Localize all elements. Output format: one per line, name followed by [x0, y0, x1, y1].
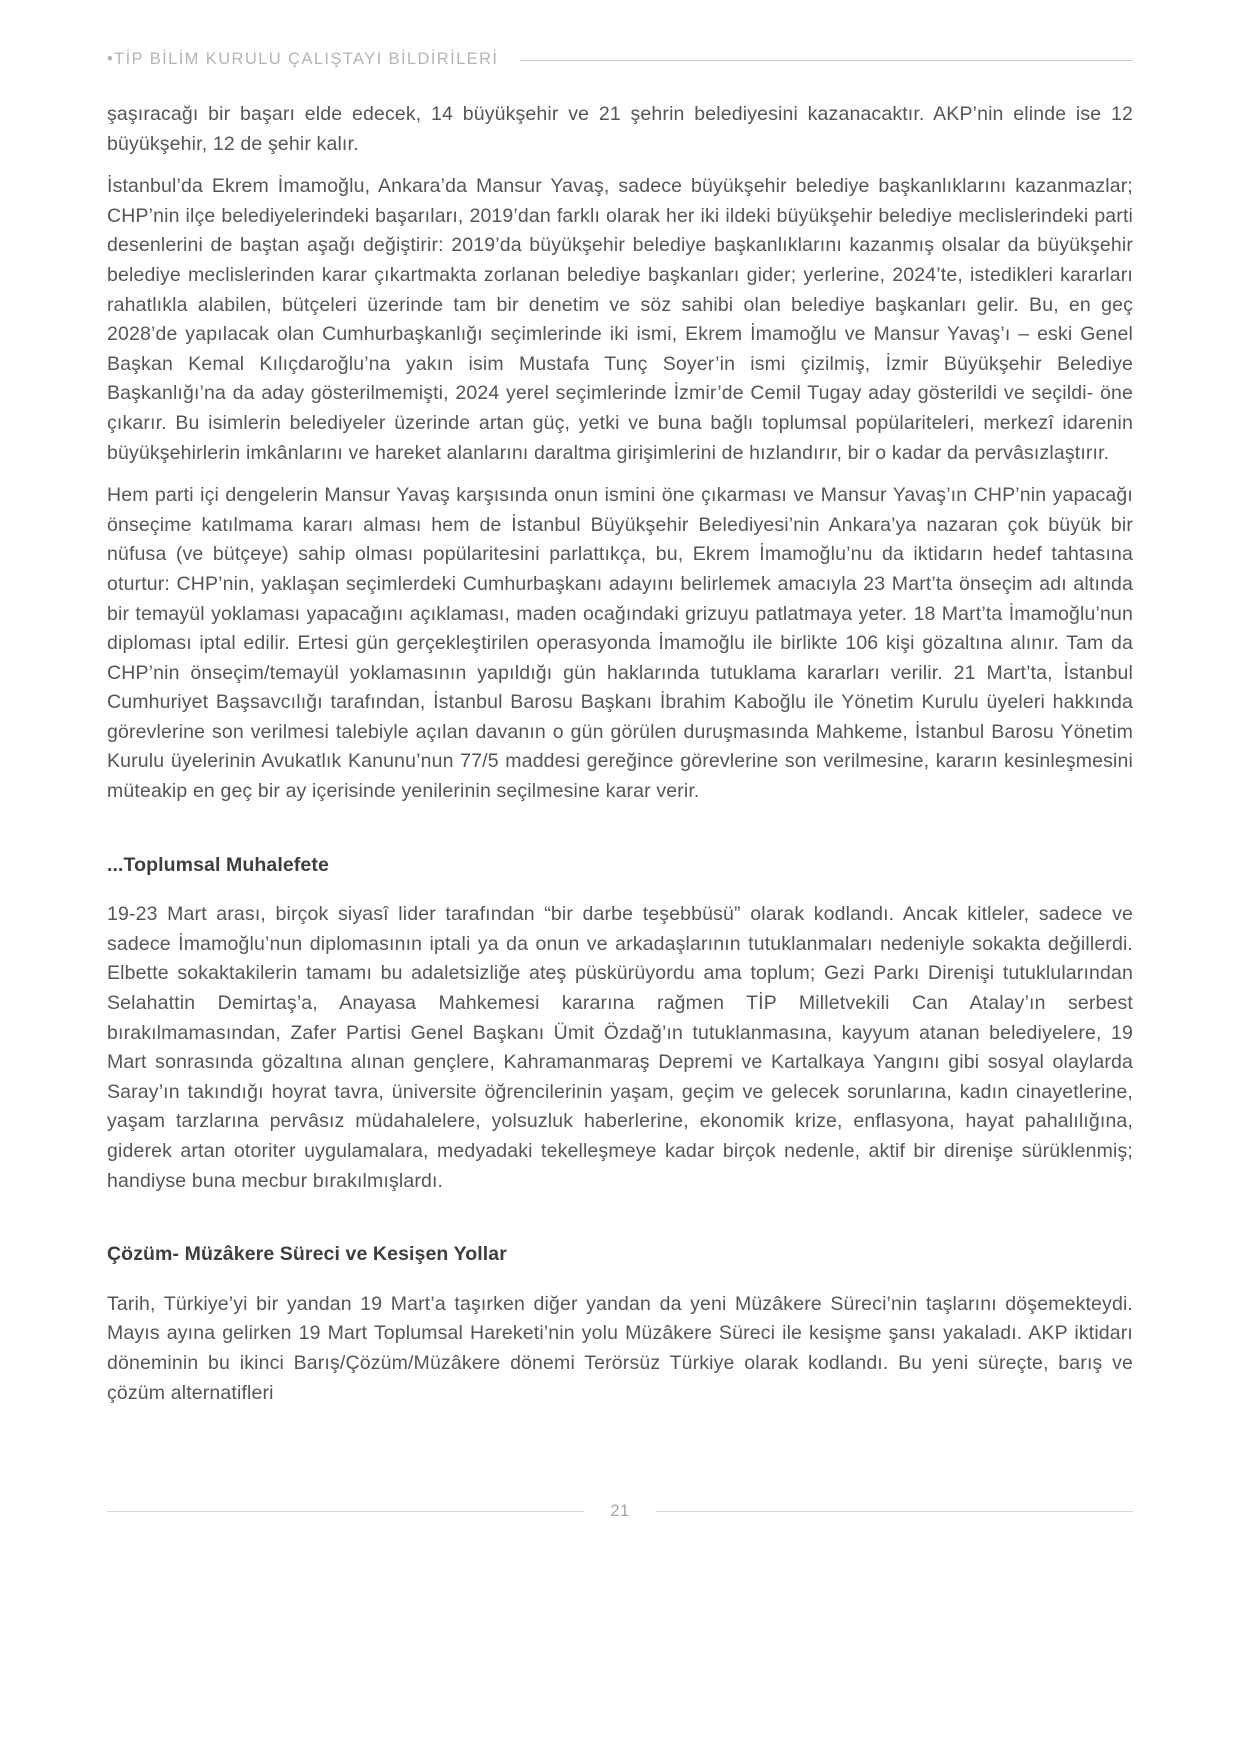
body-paragraph: İstanbul’da Ekrem İmamoğlu, Ankara’da Mansur Yavaş, sadece büyükşehir belediye başkanlıklarını kazanmazlar; CHP’nin ilçe belediyelerindeki başarıları, 2019’dan farklı olarak her iki ildeki büyükşehir belediye meclislerindeki parti desenlerini de baştan aşağı değiştirir: 2019’da büyükşehir belediye başkanlıklarını kazanmış olsalar da büyükşehir belediye meclislerinden karar çıkartmakta zorlanan belediye başkanları gider; yerlerine, 2024’te, istedikleri kararları rahatlıkla alabilen, bütçeleri üzerinde tam bir denetim ve söz sahibi olan belediye başkanları gelir. Bu, en geç 2028’de yapılacak olan Cumhurbaşkanlığı seçimlerinde iki ismi, Ekrem İmamoğlu ve Mansur Yavaş’ı – eski Genel Başkan Kemal Kılıçdaroğlu’na yakın isim Mustafa Tunç Soyer’in ismi çizilmiş, İzmir Büyükşehir Belediye Başkanlığı’na da aday gösterilmemişti, 2024 yerel seçimlerinde İzmir’de Cemil Tugay aday gösterildi ve seçildi- öne çıkarır. Bu isimlerin belediyeler üzerinde artan güç, yetki ve buna bağlı toplumsal popülariteleri, merkezî idarenin büyükşehirlerin imkânlarını ve hareket alanlarını daraltma girişimlerini de hızlandırır, bir o kadar da pervâsızlaştırır. [107, 175, 1133, 464]
footer-rule-right [656, 1511, 1133, 1512]
body-paragraph: şaşıracağı bir başarı elde edecek, 14 büyükşehir ve 21 şehrin belediyesini kazanacaktır. AKP’nin elinde ise 12 büyükşehir, 12 de şehir kalır. [107, 103, 1133, 155]
body-paragraph: 19-23 Mart arası, birçok siyasî lider tarafından “bir darbe teşebbüsü” olarak kodlandı. Ancak kitleler, sadece ve sadece İmamoğlu’nun diplomasının iptali ya da onun ve arkadaşlarının tutuklanmaları nedeniyle sokakta değillerdi. Elbette sokaktakilerin tamamı bu adaletsizliğe ateş püskürüyordu ama toplum; Gezi Parkı Direnişi tutuklularından Selahattin Demirtaş’a, Anayasa Mahkemesi kararına rağmen TİP Milletvekili Can Atalay’ın serbest bırakılmamasından, Zafer Partisi Genel Başkanı Ümit Özdağ’ın tutuklanmasına, kayyum atanan belediyelere, 19 Mart sonrasında gözaltına alınan gençlere, Kahramanmaraş Depremi ve Kartalkaya Yangını gibi sosyal olaylarda Saray’ın takındığı hoyrat tavra, üniversite öğrencilerinin yaşam, geçim ve gelecek sorunlarına, kadın cinayetlerine, yaşam tarzlarına pervâsız müdahalelere, yolsuzluk haberlerine, ekonomik krize, enflasyona, hayat pahalılığına, giderek artan otoriter uygulamalara, medyadaki tekelleşmeye kadar birçok nedenle, aktif bir direnişe sürüklenmiş; handiyse buna mecbur bırakılmışlardı. [107, 903, 1133, 1192]
section-heading-cozum-muzakere: Çözüm- Müzâkere Süreci ve Kesişen Yollar [107, 1243, 507, 1266]
page-number: 21 [610, 1502, 630, 1520]
header-rule [520, 60, 1133, 61]
page-content [107, 100, 1133, 1421]
running-header-title: •TİP BİLİM KURULU ÇALIŞTAYI BİLDİRİLERİ [107, 50, 499, 68]
body-paragraph: Tarih, Türkiye’yi bir yandan 19 Mart’a taşırken diğer yandan da yeni Müzâkere Süreci’nin taşlarını döşemekteydi. Mayıs ayına gelirken 19 Mart Toplumsal Hareketi’nin yolu Müzâkere Süreci ile kesişme şansı yakaladı. AKP iktidarı döneminin bu ikinci Barış/Çözüm/Müzâkere dönemi Terörsüz Türkiye olarak kodlandı. Bu yeni süreçte, barış ve çözüm alternatifleri [107, 1292, 1133, 1404]
footer-rule-left [107, 1511, 584, 1512]
page-header [107, 50, 1133, 69]
page-footer [107, 1502, 1133, 1521]
body-paragraph: Hem parti içi dengelerin Mansur Yavaş karşısında onun ismini öne çıkarması ve Mansur Yavaş’ın CHP’nin yapacağı önseçime katılmama kararı alması hem de İstanbul Büyükşehir Belediyesi’nin Ankara’ya nazaran çok büyük bir nüfusa (ve bütçeye) sahip olması popülaritesini parlattıkça, bu, Ekrem İmamoğlu’nu da iktidarın hedef tahtasına oturtur: CHP’nin, yaklaşan seçimlerdeki Cumhurbaşkanı adayını belirlemek amacıyla 23 Mart’ta önseçim adı altında bir temayül yoklaması yapacağını açıklaması, maden ocağındaki grizuyu patlatmaya yeter. 18 Mart’ta İmamoğlu’nun diploması iptal edilir. Ertesi gün gerçekleştirilen operasyonda İmamoğlu ile birlikte 106 kişi gözaltına alınır. Tam da CHP’nin önseçim/temayül yoklamasının yapıldığı gün haklarında tutuklama kararları verilir. 21 Mart’ta, İstanbul Cumhuriyet Başsavcılığı tarafından, İstanbul Barosu Başkanı İbrahim Kaboğlu ile Yönetim Kurulu üyeleri hakkında görevlerine son verilmesi talebiyle açılan davanın o gün görülen duruşmasında Mahkeme, İstanbul Barosu Yönetim Kurulu üyelerinin Avukatlık Kanunu’nun 77/5 maddesi gereğince görevlerine son verilmesine, kararın kesinleşmesini müteakip en geç bir ay içerisinde yenilerinin seçilmesine karar verir. [107, 484, 1133, 803]
section-heading-toplumsal-muhalefete: ...Toplumsal Muhalefete [107, 853, 329, 876]
